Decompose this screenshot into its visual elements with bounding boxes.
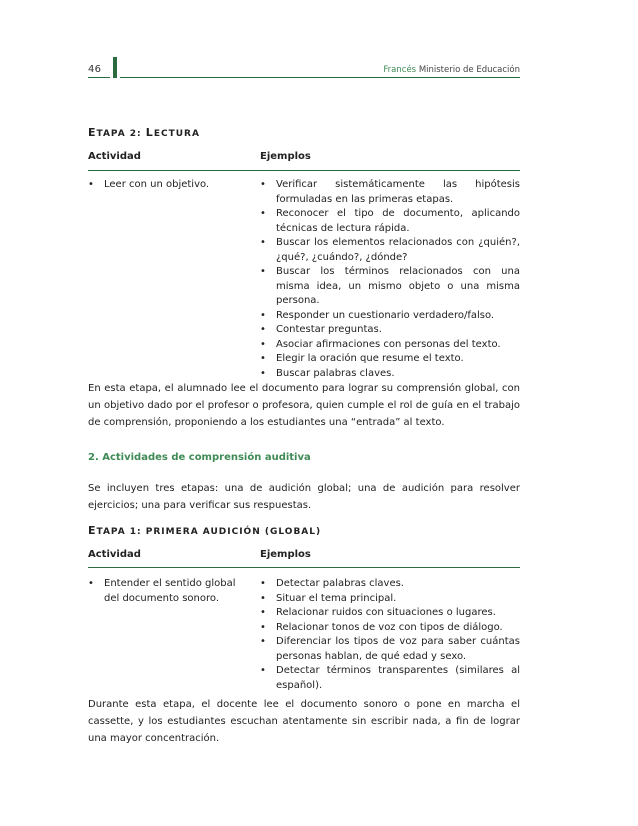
stage1-title: ETAPA 1: PRIMERA AUDICIÓN (GLOBAL) bbox=[88, 524, 322, 537]
example-item: • Buscar palabras claves. bbox=[260, 367, 520, 382]
header-rule-left bbox=[88, 77, 110, 78]
column-header-activity: Actividad bbox=[88, 549, 141, 560]
example-item: • Detectar palabras claves. bbox=[260, 577, 520, 592]
column-header-examples: Ejemplos bbox=[260, 151, 311, 162]
column-header-examples: Ejemplos bbox=[260, 549, 311, 560]
example-item: • Buscar los términos relacionados con una misma idea, un mismo objeto o una misma persona. bbox=[260, 265, 520, 309]
column-header-activity: Actividad bbox=[88, 151, 141, 162]
stage2-table-rule bbox=[88, 170, 520, 171]
example-item: • Verificar sistemáticamente las hipótesis formuladas en las primeras etapas. bbox=[260, 178, 520, 207]
header-subject: Francés bbox=[383, 65, 417, 75]
example-item: • Asociar afirmaciones con personas del texto. bbox=[260, 338, 520, 353]
stage1-examples-list bbox=[260, 577, 520, 693]
example-item: • Diferenciar los tipos de voz para saber cuántas personas hablan, de qué edad y sexo. bbox=[260, 635, 520, 664]
example-item: • Situar el tema principal. bbox=[260, 592, 520, 607]
example-item: • Detectar términos transparentes (similares al español). bbox=[260, 664, 520, 693]
example-item: • Contestar preguntas. bbox=[260, 323, 520, 338]
example-item: • Relacionar tonos de voz con tipos de diálogo. bbox=[260, 621, 520, 636]
section-heading: 2. Actividades de comprensión auditiva bbox=[88, 452, 311, 463]
example-item: • Relacionar ruidos con situaciones o lugares. bbox=[260, 606, 520, 621]
stage2-examples-list bbox=[260, 178, 520, 381]
example-item: • Elegir la oración que resume el texto. bbox=[260, 352, 520, 367]
section2-intro: Se incluyen tres etapas: una de audición global; una de audición para resolver ejercicios; una para verificar sus respuestas. bbox=[88, 483, 520, 511]
header-publisher: Ministerio de Educación bbox=[418, 65, 520, 75]
stage2-activity-list bbox=[88, 178, 248, 193]
running-header bbox=[383, 65, 520, 75]
stage2-title: ETAPA 2: LECTURA bbox=[88, 126, 200, 139]
example-item: • Reconocer el tipo de documento, aplicando técnicas de lectura rápida. bbox=[260, 207, 520, 236]
activity-item: • Leer con un objetivo. bbox=[88, 178, 248, 193]
example-item: • Responder un cuestionario verdadero/falso. bbox=[260, 309, 520, 324]
header-rule bbox=[120, 77, 520, 78]
stage1-table-rule bbox=[88, 567, 520, 568]
header-accent-bar bbox=[113, 57, 117, 78]
example-item: • Buscar los elementos relacionados con ¿quién?, ¿qué?, ¿cuándo?, ¿dónde? bbox=[260, 236, 520, 265]
page-number: 46 bbox=[88, 64, 102, 75]
stage1-paragraph: Durante esta etapa, el docente lee el documento sonoro o pone en marcha el cassette, y los estudiantes escuchan atentamente sin escribir nada, a fin de lograr una mayor concentración. bbox=[88, 699, 520, 744]
activity-item: • Entender el sentido global del documento sonoro. bbox=[88, 577, 248, 606]
stage2-paragraph: En esta etapa, el alumnado lee el documento para lograr su comprensión global, con un objetivo dado por el profesor o profesora, quien cumple el rol de guía en el trabajo de comprensión, proponiendo a los estudiantes una “entrada” al texto. bbox=[88, 383, 520, 428]
stage1-activity-list bbox=[88, 577, 248, 606]
